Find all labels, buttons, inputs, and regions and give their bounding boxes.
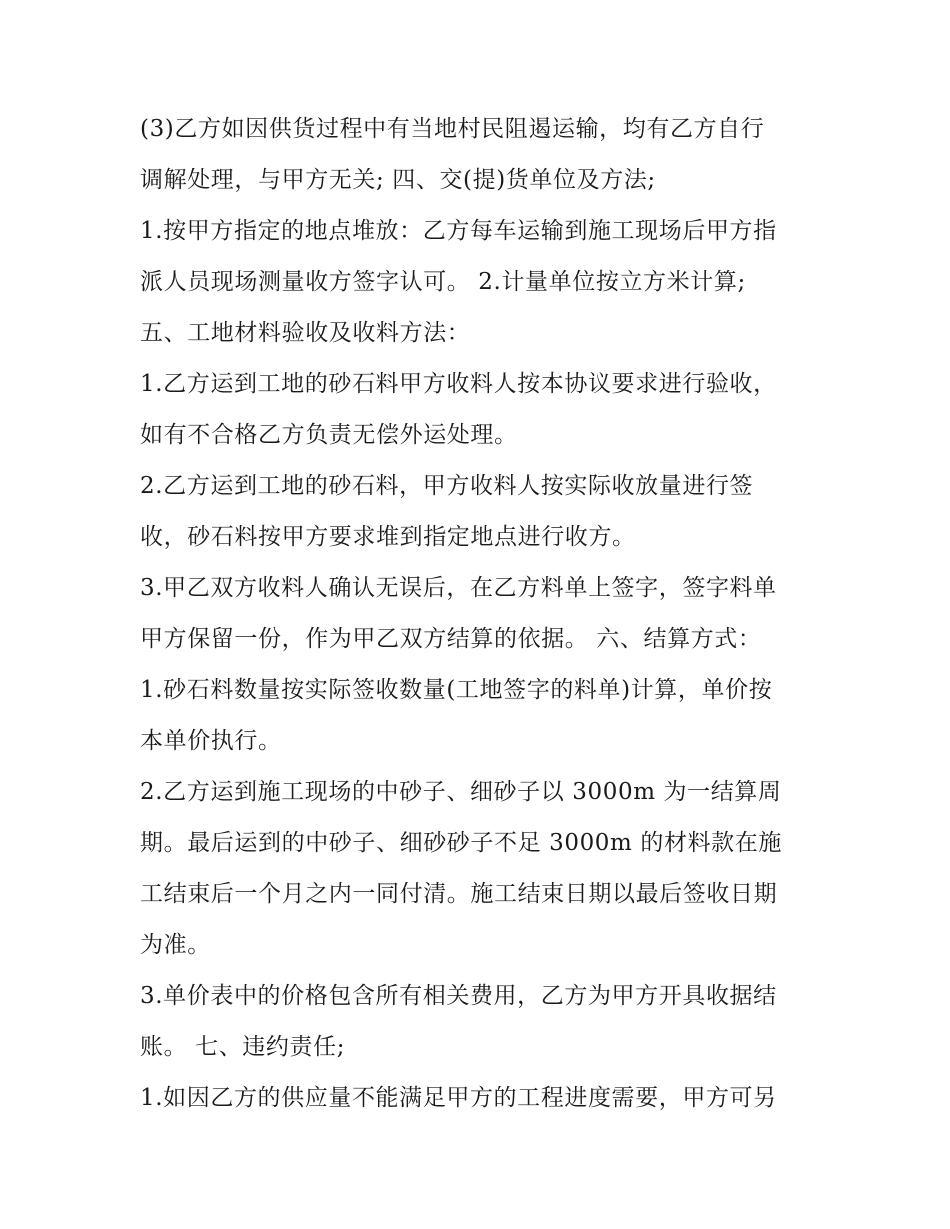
- text-line: 派人员现场测量收方签字认可。 2.计量单位按立方米计算;: [140, 269, 746, 295]
- text-line: 甲方保留一份，作为甲乙双方结算的依据。 六、结算方式：: [140, 626, 762, 652]
- text-line: 1.按甲方指定的地点堆放：乙方每车运输到施工现场后甲方指: [140, 218, 777, 244]
- text-line: 收，砂石料按甲方要求堆到指定地点进行收方。: [140, 524, 636, 550]
- text-line: 1.砂石料数量按实际签收数量(工地签字的料单)计算，单价按: [140, 677, 773, 703]
- text-line: 如有不合格乙方负责无偿外运处理。: [140, 422, 518, 448]
- text-line: 2.乙方运到工地的砂石料，甲方收料人按实际收放量进行签: [140, 473, 754, 499]
- text-line: 期。最后运到的中砂子、细砂砂子不足 3000m 的材料款在施: [140, 830, 782, 856]
- text-line: 1.如因乙方的供应量不能满足甲方的工程进度需要，甲方可另: [140, 1085, 777, 1111]
- text-line: 2.乙方运到施工现场的中砂子、细砂子以 3000m 为一结算周: [140, 779, 782, 805]
- text-line: 为准。: [140, 932, 211, 958]
- text-line: 账。 七、违约责任;: [140, 1034, 346, 1060]
- section-heading: 五、工地材料验收及收料方法：: [140, 320, 471, 346]
- text-line: 工结束后一个月之内一同付清。施工结束日期以最后签收日期: [140, 881, 778, 907]
- document-body: [140, 104, 820, 1124]
- text-line: 3.单价表中的价格包含所有相关费用，乙方为甲方开具收据结: [140, 983, 777, 1009]
- text-line: 3.甲乙双方收料人确认无误后，在乙方料单上签字，签字料单: [140, 575, 777, 601]
- text-line: (3)乙方如因供货过程中有当地村民阻遏运输，均有乙方自行: [140, 116, 765, 142]
- text-line: 本单价执行。: [140, 728, 282, 754]
- text-line: 调解处理，与甲方无关; 四、交(提)货单位及方法;: [140, 167, 656, 193]
- text-line: 1.乙方运到工地的砂石料甲方收料人按本协议要求进行验收，: [140, 371, 777, 397]
